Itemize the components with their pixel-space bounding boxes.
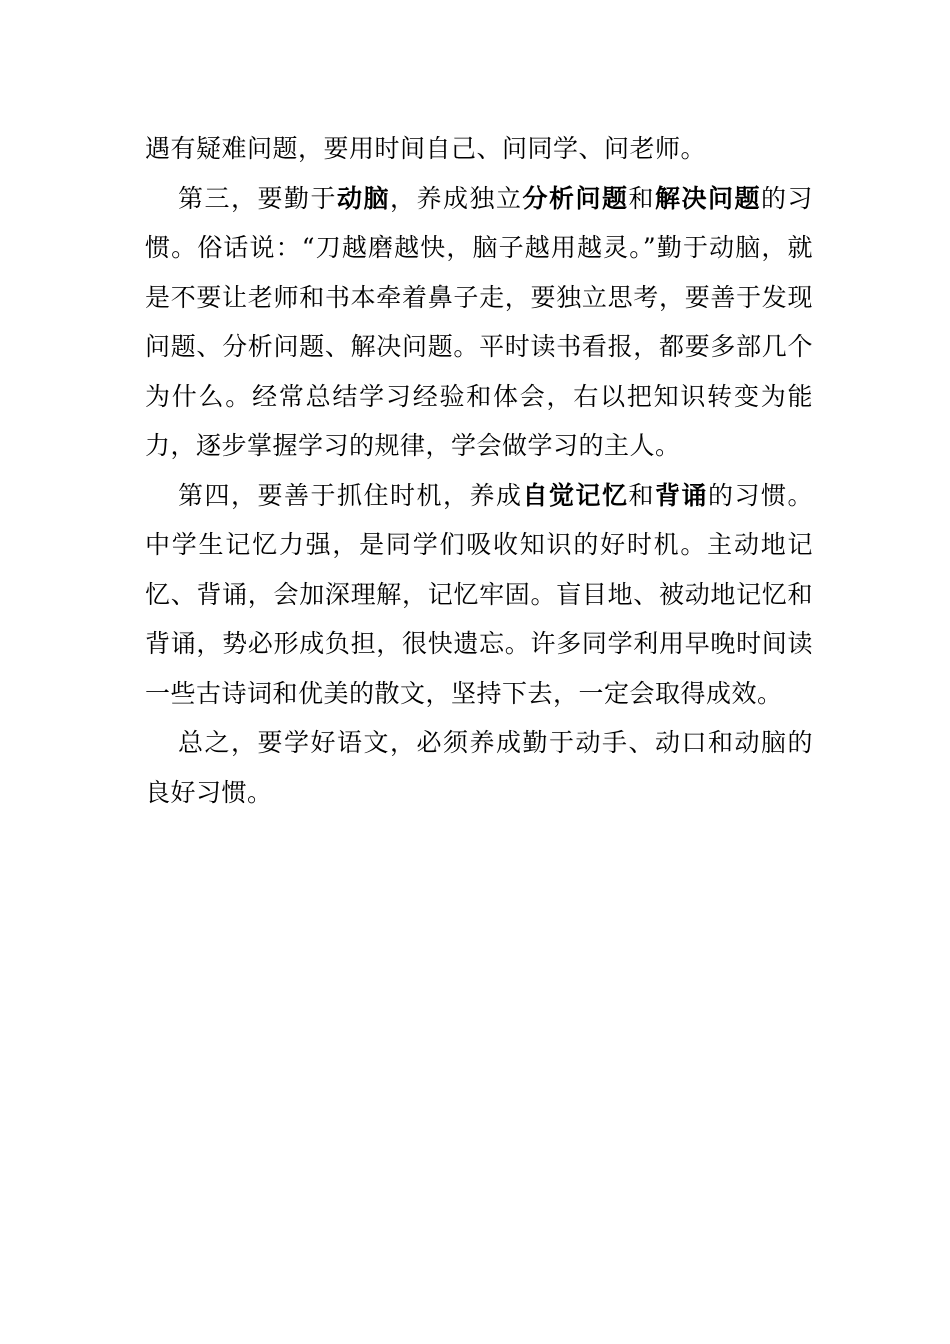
text-segment: 的习惯。俗话说：“刀越磨越快，脑子越用越灵。”勤于动脑，就是不要让老师和书本牵着鼻子走，要独立思考，要善于发现问题、分析问题、解决问题。平时读书看报，都要多部几个为什么。经常总结学习经验和体会，右以把知识转变为能力，逐步掌握学习的规律，学会做学习的主人。 — [145, 183, 813, 460]
paragraph-third — [145, 174, 813, 471]
emphasized-text: 自觉记忆 — [522, 480, 629, 510]
document-body — [145, 124, 813, 817]
text-segment: 第三，要勤于 — [178, 183, 337, 213]
emphasized-text: 分析问题 — [522, 183, 629, 213]
text-segment: ，养成独立 — [389, 183, 523, 213]
text-segment: 第四，要善于抓住时机，养成 — [178, 480, 523, 510]
text-segment: 和 — [628, 480, 655, 510]
emphasized-text: 背诵 — [654, 480, 708, 510]
emphasized-text: 动脑 — [336, 183, 390, 213]
text-segment: 的习惯。中学生记忆力强，是同学们吸收知识的好时机。主动地记忆、背诵，会加深理解，记忆牢固。盲目地、被动地记忆和背诵，势必形成负担，很快遗忘。许多同学利用早晚时间读一些古诗词和优美的散文，坚持下去，一定会取得成效。 — [145, 480, 813, 708]
paragraph-fourth — [145, 471, 813, 719]
text-segment: 遇有疑难问题，要用时间自己、问同学、问老师。 — [145, 134, 707, 163]
paragraph-continued — [145, 124, 813, 174]
text-segment: 和 — [628, 183, 655, 213]
text-segment: 总之，要学好语文，必须养成勤于动手、动口和动脑的良好习惯。 — [145, 728, 813, 807]
paragraph-summary — [145, 718, 813, 817]
emphasized-text: 解决问题 — [654, 183, 761, 213]
